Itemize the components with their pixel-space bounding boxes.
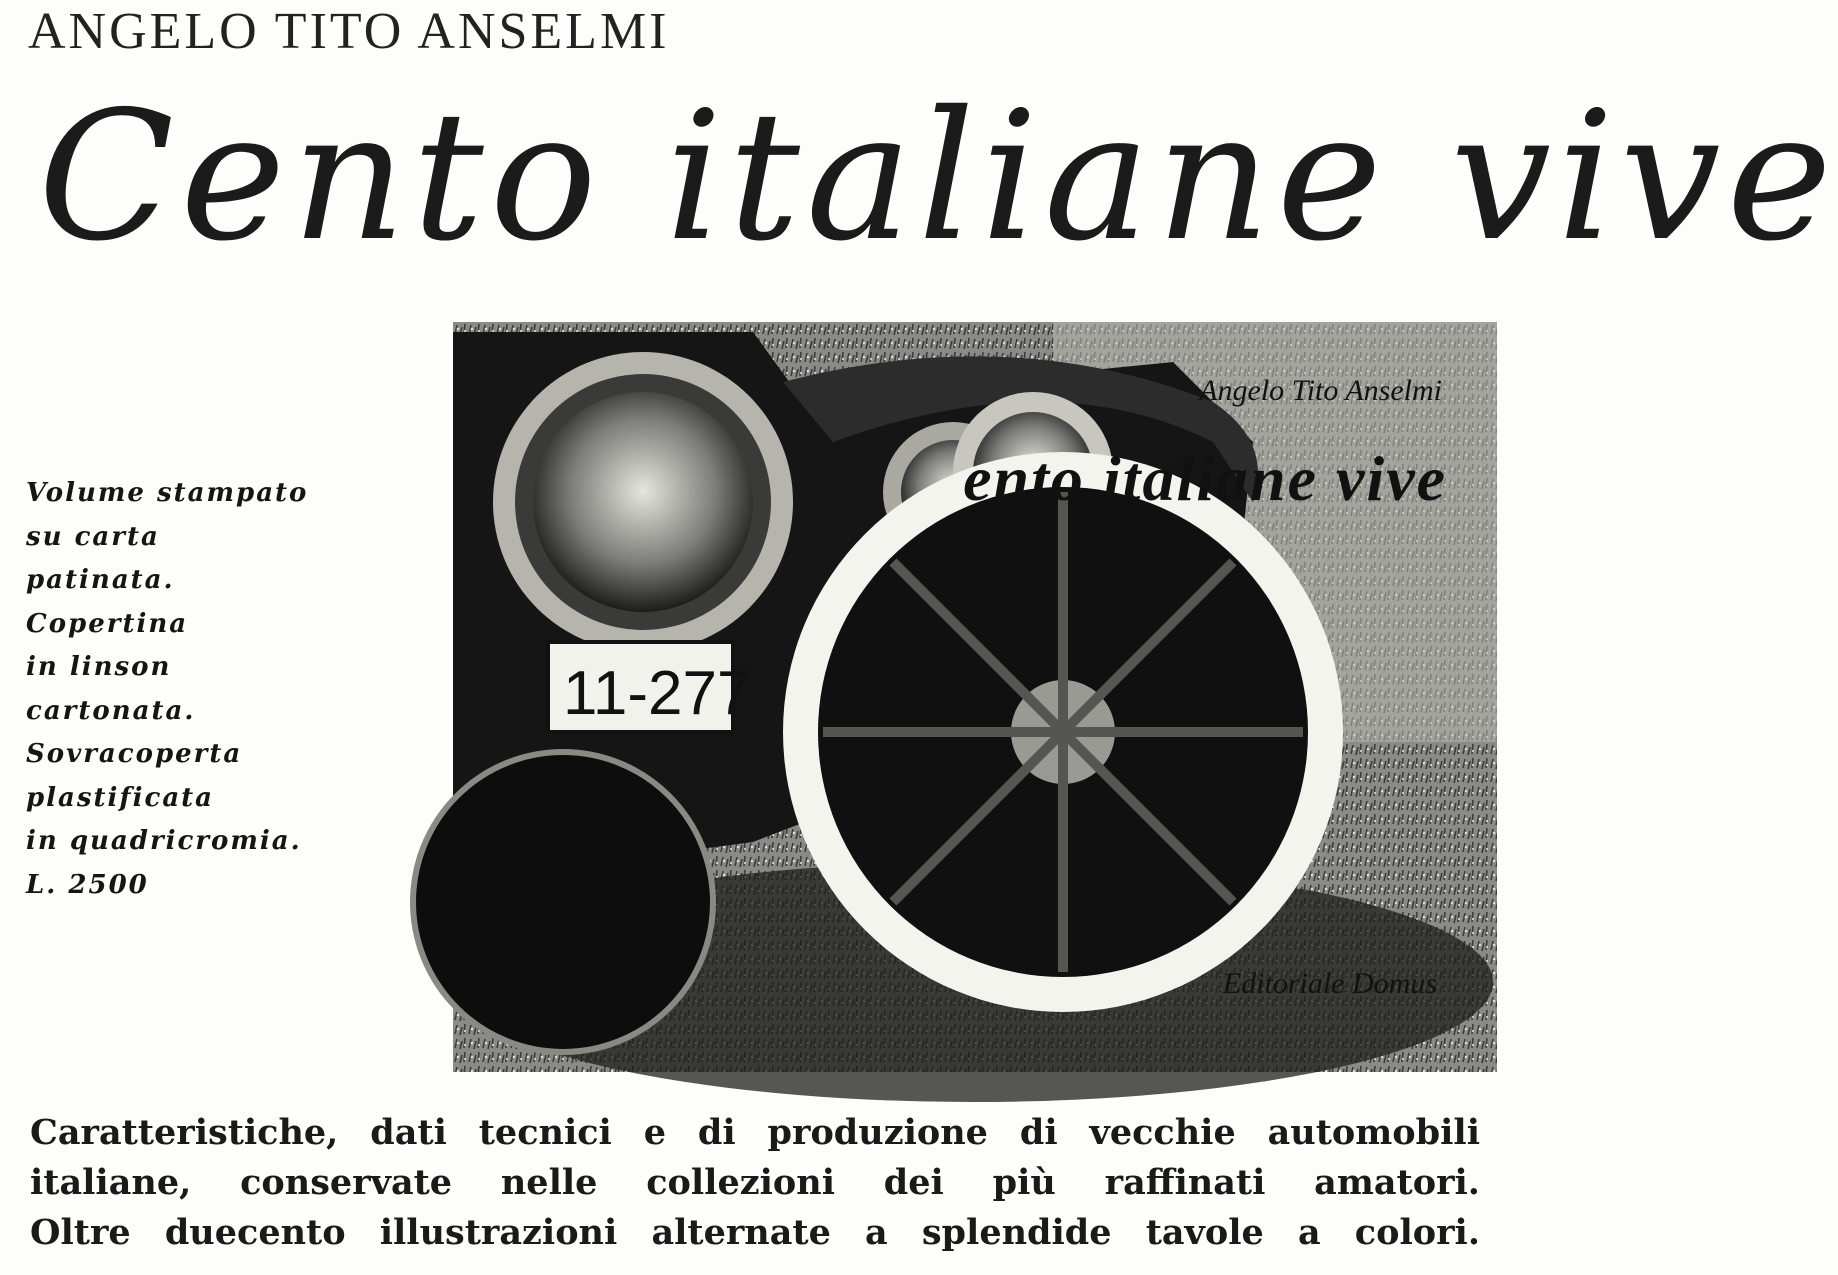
book-specs xyxy=(26,472,406,907)
spec-line: patinata. xyxy=(26,565,175,595)
description-line: Oltre duecento illustrazioni alternate a splendide tavole a colori. xyxy=(30,1212,1480,1253)
spec-line: Sovracoperta xyxy=(26,739,243,769)
description-line: italiane, conservate nelle collezioni dei più raffinati amatori. xyxy=(30,1162,1480,1203)
spec-line: in quadricromia. xyxy=(26,826,302,856)
spec-line: su carta xyxy=(26,521,160,552)
cover-publisher: Editoriale Domus xyxy=(1222,967,1437,1000)
description-line: Caratteristiche, dati tecnici e di produzione di vecchie automobili xyxy=(30,1112,1480,1153)
license-plate-text: 11-277 xyxy=(563,659,752,728)
spec-price: L. 2500 xyxy=(26,869,149,900)
spec-line: in linson xyxy=(26,652,172,682)
vintage-car-illustration xyxy=(453,322,1497,1072)
author-name: ANGELO TITO ANSELMI xyxy=(28,3,670,60)
book-title: Cento italiane vive xyxy=(38,73,1838,280)
spec-line: cartonata. xyxy=(26,695,196,726)
cover-title: ento italiane vive xyxy=(963,443,1447,514)
cover-author: Angelo Tito Anselmi xyxy=(1199,374,1442,407)
book-description xyxy=(30,1108,1480,1258)
spec-line: Copertina xyxy=(26,608,189,639)
book-cover-photo xyxy=(453,322,1497,1072)
spec-line: Volume stampato xyxy=(26,478,309,508)
spec-line: plastificata xyxy=(26,782,215,813)
